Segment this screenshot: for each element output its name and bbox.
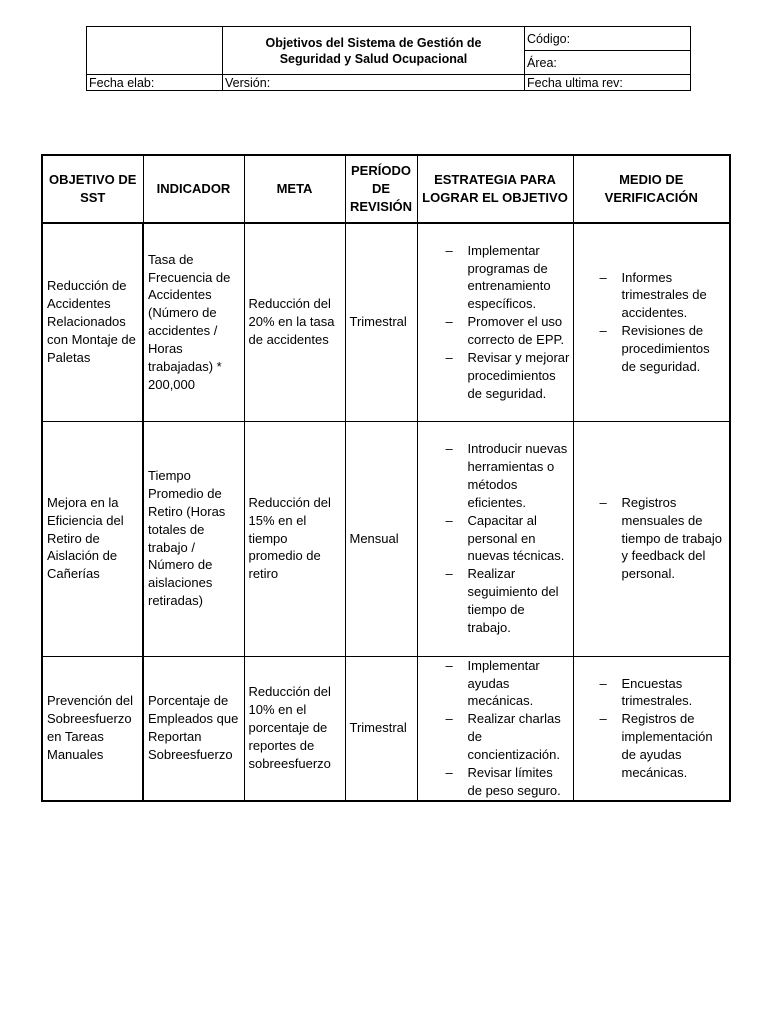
cell-meta: Reducción del 20% en la tasa de accidentes: [244, 223, 345, 421]
title-line-1: Objetivos del Sistema de Gestión de: [265, 35, 482, 50]
version-field: Versión:: [223, 75, 525, 91]
fecha-elab-field: Fecha elab:: [87, 75, 223, 91]
cell-objetivo: Reducción de Accidentes Relacionados con Montaje de Paletas: [42, 223, 143, 421]
verification-item: – Encuestas trimestrales.: [600, 675, 728, 711]
cell-verificacion: [573, 656, 730, 801]
table-row: [42, 656, 730, 801]
area-field: Área:: [525, 51, 691, 75]
verification-item: – Informes trimestrales de accidentes.: [600, 269, 728, 323]
logo-box: [87, 27, 223, 75]
cell-estrategia: [417, 656, 573, 801]
cell-periodo: Mensual: [345, 421, 417, 656]
table-header-row: [42, 155, 730, 223]
codigo-field: Código:: [525, 27, 691, 51]
cell-objetivo: Prevención del Sobreesfuerzo en Tareas Manuales: [42, 656, 143, 801]
verification-item: – Registros mensuales de tiempo de trabajo y feedback del personal.: [600, 494, 728, 584]
cell-periodo: Trimestral: [345, 656, 417, 801]
table-row: [42, 421, 730, 656]
cell-estrategia: [417, 223, 573, 421]
strategy-item: – Promover el uso correcto de EPP.: [446, 313, 571, 349]
title-line-2: Seguridad y Salud Ocupacional: [279, 51, 468, 66]
strategy-item: – Capacitar al personal en nuevas técnicas.: [446, 512, 571, 566]
cell-indicador: Tiempo Promedio de Retiro (Horas totales de trabajo / Número de aislaciones retiradas): [143, 421, 244, 656]
strategy-item: – Revisar y mejorar procedimientos de seguridad.: [446, 349, 571, 403]
document-title: [223, 27, 525, 75]
column-header-verificacion: MEDIO DE VERIFICACIÓN: [573, 155, 730, 223]
column-header-estrategia: ESTRATEGIA PARA LOGRAR EL OBJETIVO: [417, 155, 573, 223]
document-header: [86, 26, 691, 91]
column-header-periodo: PERÍODO DE REVISIÓN: [345, 155, 417, 223]
cell-periodo: Trimestral: [345, 223, 417, 421]
strategy-item: – Implementar programas de entrenamiento específicos.: [446, 242, 571, 314]
strategy-item: – Revisar límites de peso seguro.: [446, 764, 571, 800]
verification-item: – Revisiones de procedimientos de seguridad.: [600, 322, 728, 376]
table-row: [42, 223, 730, 421]
cell-meta: Reducción del 15% en el tiempo promedio de retiro: [244, 421, 345, 656]
strategy-item: – Realizar seguimiento del tiempo de trabajo.: [446, 565, 571, 637]
objectives-table: [41, 154, 731, 802]
cell-meta: Reducción del 10% en el porcentaje de reportes de sobreesfuerzo: [244, 656, 345, 801]
cell-verificacion: [573, 223, 730, 421]
cell-indicador: Tasa de Frecuencia de Accidentes (Número de accidentes / Horas trabajadas) * 200,000: [143, 223, 244, 421]
column-header-meta: META: [244, 155, 345, 223]
strategy-item: – Realizar charlas de concientización.: [446, 710, 571, 764]
strategy-item: – Implementar ayudas mecánicas.: [446, 657, 571, 711]
cell-indicador: Porcentaje de Empleados que Reportan Sobreesfuerzo: [143, 656, 244, 801]
cell-objetivo: Mejora en la Eficiencia del Retiro de Aislación de Cañerías: [42, 421, 143, 656]
cell-estrategia: [417, 421, 573, 656]
verification-item: – Registros de implementación de ayudas mecánicas.: [600, 710, 728, 782]
cell-verificacion: [573, 421, 730, 656]
column-header-objetivo: OBJETIVO DE SST: [42, 155, 143, 223]
strategy-item: – Introducir nuevas herramientas o métodos eficientes.: [446, 440, 571, 512]
column-header-indicador: INDICADOR: [143, 155, 244, 223]
fecha-rev-field: Fecha ultima rev:: [525, 75, 691, 91]
